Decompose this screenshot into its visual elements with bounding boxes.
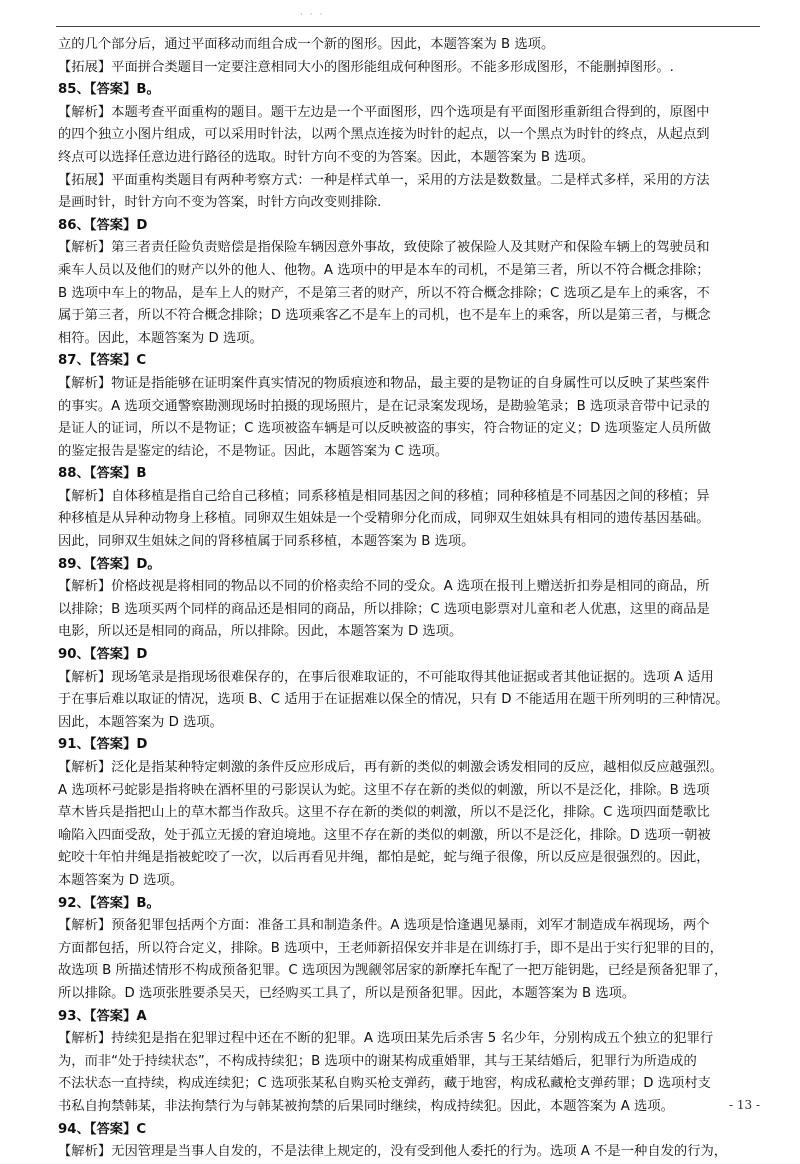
question-answer-line: 92、【答案】B。 [58,895,160,911]
text-line: 【解析】预备犯罪包括两个方面：准备工具和制造条件。A 选项是恰逢遇见暴雨，刘军才制造成车祸现场，两个 [58,918,710,934]
question-answer-line: 91、【答案】D [58,737,148,753]
text-line: 蛇咬十年怕井绳是指被蛇咬了一次，以后再看见井绳，都怕是蛇，蛇与绳子很像，所以反应是很强烈的。因此， [58,850,710,866]
question-answer-line: 85、【答案】B。 [58,82,160,98]
text-line: 是画时针，时针方向不变为答案，时针方向改变则排除. [58,195,382,211]
question-answer-line: 90、【答案】D [58,647,148,663]
question-answer-line: 86、【答案】D [58,217,148,233]
text-line: 【解析】现场笔录是指现场很难保存的，在事后很难取证的，不可能取得其他证据或者其他证据的。选项 A 适用 [58,669,714,685]
text-line: 喻陷入四面受敌，处于孤立无援的窘迫境地。这里不存在新的类似的刺激，所以不是泛化，排除。D 选项一朝被 [58,827,711,843]
header-rule [56,26,760,27]
text-line: 因此，同卵双生姐妹之间的肾移植属于同系移植，本题答案为 B 选项。 [58,534,475,550]
question-answer-line: 89、【答案】D。 [58,556,161,572]
text-line: 【解析】自体移植是指自己给自己移植；同系移植是相同基因之间的移植；同种移植是不同基因之间的移植；异 [58,488,710,504]
text-line: 不法状态一直持续，构成连续犯；C 选项张某私自购买枪支弹药，藏于地窖，构成私藏枪支弹药罪；D 选项村支 [58,1076,711,1092]
text-line: B 选项中车上的物品，是车上人的财产，不是第三者的财产，所以不符合概念排除；C 选项乙是车上的乘客，不 [58,285,710,301]
text-line: 电影，所以还是相同的商品，所以排除。因此，本题答案为 D 选项。 [58,624,463,640]
text-line: 立的几个部分后，通过平面移动而组合成一个新的图形。因此，本题答案为 B 选项。 [58,37,555,52]
text-line: 于在事后难以取证的情况，选项 B、C 适用于在证据难以保全的情况，只有 D 不能适用在题干所列明的三种情况。 [58,692,729,708]
text-line: 的事实。A 选项交通警察勘测现场时拍摄的现场照片，是在记录案发现场，是勘验笔录；B 选项录音带中记录的 [58,398,710,414]
text-line: 本题答案为 D 选项。 [58,872,184,888]
text-line: 【解析】持续犯是指在犯罪过程中还在不断的犯罪。A 选项田某先后杀害 5 名少年，分别构成五个独立的犯罪行 [58,1031,714,1047]
text-line: 【解析】物证是指能够在证明案件真实情况的物质痕迹和物品，最主要的是物证的自身属性可以反映了某些案件 [58,375,710,391]
document-body [58,34,762,1164]
text-line: 草木皆兵是指把山上的草木都当作敌兵。这里不存在新的类似的刺激，所以不是泛化，排除。C 选项四面楚歌比 [58,805,710,821]
text-line: 的四个独立小图片组成，可以采用时针法，以两个黑点连接为时针的起点，以一个黑点为时针的终点，从起点到 [58,127,710,143]
text-line: 为，而非“处于持续状态”，不构成持续犯；B 选项中的谢某构成重婚罪，其与王某结婚后，犯罪行为所造成的 [58,1053,697,1069]
text-line: 属于第三者，所以不符合概念排除；D 选项乘客乙不是车上的司机，也不是车上的乘客，所以是第三者，与概念 [58,308,711,324]
text-line: 【解析】本题考查平面重构的题目。题干左边是一个平面图形，四个选项是有平面图形重新组合得到的，原图中 [58,104,710,120]
text-line: 【拓展】平面重构类题目有两种考察方式：一种是样式单一，采用的方法是数数量。二是样式多样，采用的方法 [58,172,710,188]
question-answer-line: 94、【答案】C [58,1121,147,1137]
text-line: 因此，本题答案为 D 选项。 [58,714,223,730]
text-line: 相符。因此，本题答案为 D 选项。 [58,330,263,346]
text-line: 故选项 B 所描述情形不构成预备犯罪。C 选项因为觊觎邻居家的新摩托车配了一把万能钥匙，已经是预备犯罪了， [58,963,728,979]
text-line: A 选项杯弓蛇影是指将映在酒杯里的弓影误认为蛇。这里不存在新的类似的刺激，所以不是泛化，排除。B 选项 [58,782,710,798]
question-answer-line: 93、【答案】A [58,1008,147,1024]
text-line: 【解析】泛化是指某种特定刺激的条件反应形成后，再有新的类似的刺激会诱发相同的反应，越相似反应越强烈。 [58,760,723,775]
text-line: 是证人的证词，所以不是物证；C 选项被盗车辆是可以反映被盗的事实，符合物证的定义；D 选项鉴定人员所做 [58,421,711,437]
text-line: 方面都包括，所以符合定义，排除。B 选项中，王老师新招保安并非是在训练打手，即不是出于实行犯罪的目的， [58,940,723,956]
text-line: 终点可以选择任意边进行路径的选取。时针方向不变的为答案。因此，本题答案为 B 选项。 [58,149,595,165]
text-line: 种移植是从异种动物身上移植。同卵双生姐妹是一个受精卵分化而成，同卵双生姐妹具有相同的遗传基因基础。 [58,511,710,527]
text-line: 【解析】无因管理是当事人自发的，不是法律上规定的，没有受到他人委托的行为。选项 A 不是一种自发的行为， [58,1144,728,1160]
text-line: 以排除；B 选项买两个同样的商品还是相同的商品，所以排除；C 选项电影票对儿童和老人优惠，这里的商品是 [58,601,710,617]
text-line: 【拓展】平面拼合类题目一定要注意相同大小的图形能组成何种图形。不能多形成图形，不能删掉图形。. [58,59,674,75]
question-answer-line: 88、【答案】B [58,466,147,482]
text-line: 乘车人员以及他们的财产以外的他人、他物。A 选项中的甲是本车的司机，不是第三者，所以不符合概念排除； [58,262,710,278]
text-line: 书私自拘禁韩某，非法拘禁行为与韩某被拘禁的后果同时继续，构成持续犯。因此，本题答案为 A 选项。 [58,1098,674,1114]
header-mark: · · · [300,10,325,20]
text-line: 【解析】价格歧视是将相同的物品以不同的价格卖给不同的受众。A 选项在报刊上赠送折扣券是相同的商品，所 [58,579,710,595]
question-answer-line: 87、【答案】C [58,353,147,369]
text-line: 的鉴定报告是鉴定的结论，不是物证。因此，本题答案为 C 选项。 [58,443,449,459]
text-line: 【解析】第三者责任险负责赔偿是指保险车辆因意外事故，致使除了被保险人及其财产和保险车辆上的驾驶员和 [58,240,710,256]
page-number: - 13 - [728,1098,760,1112]
text-line: 所以排除。D 选项张胜要杀吴天，已经购买工具了，所以是预备犯罪。因此，本题答案为 B 选项。 [58,985,636,1001]
